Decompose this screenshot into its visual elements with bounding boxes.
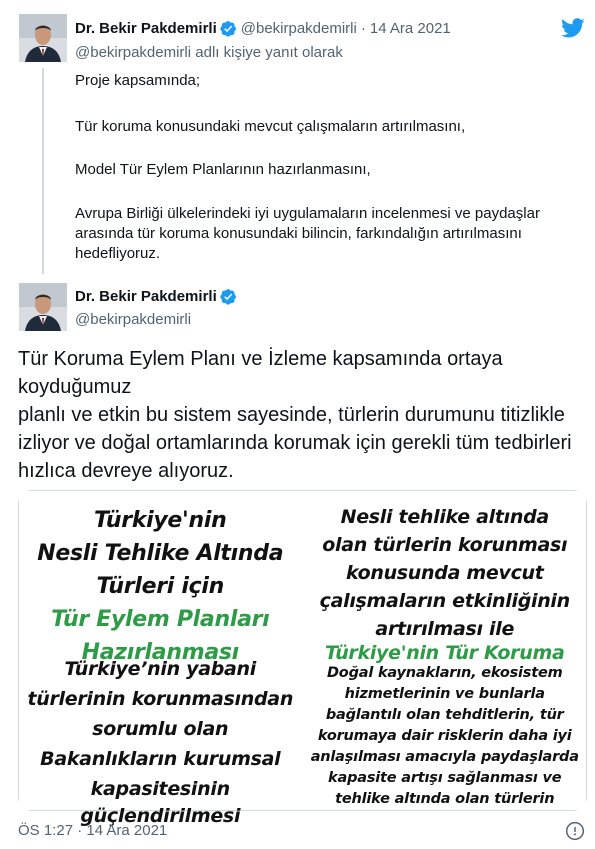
image-text: konusunda mevcut <box>345 562 544 584</box>
image-text: anlaşılması amacıyla paydaşlarda <box>310 749 579 765</box>
image-text: hizmetlerinin ve bunlarla <box>344 686 545 702</box>
separator-dot: · <box>360 20 366 37</box>
reply-tweet-text <box>75 117 575 137</box>
image-text: artırılması ile <box>375 618 515 640</box>
thread-connector-line <box>42 68 44 274</box>
main-tweet-line: Tür Koruma Eylem Planı ve İzleme kapsamında ortaya koyduğumuz <box>18 348 503 398</box>
author-handle[interactable]: @bekirpakdemirli <box>240 20 357 37</box>
image-text-clipped <box>304 641 587 664</box>
image-text-green: Türkiye'nin Tür Koruma <box>324 642 565 664</box>
image-text: Nesli Tehlike Altında <box>37 541 284 566</box>
main-tweet-line: planlı ve etkin bu sistem sayesinde, türlerin durumunu titizlikle izliyor ve doğal ortamlarında korumak için gerekli tüm tedbirleri hızlıca devreye alıyoruz. <box>18 404 572 482</box>
image-text: Doğal kaynakların, ekosistem <box>326 665 563 681</box>
media-image-left[interactable] <box>19 491 302 827</box>
reply-tweet-header <box>75 20 451 37</box>
image-text: Türleri için <box>96 574 224 599</box>
image-text: Türkiye’nin yabani <box>64 658 256 680</box>
image-text: Türkiye'nin <box>94 508 227 533</box>
reply-tweet-text <box>75 160 575 180</box>
verified-badge-icon <box>220 20 237 37</box>
image-text: korumaya dair risklerin daha iyi <box>317 728 572 744</box>
image-text: güçlendirilmesi <box>80 805 241 827</box>
image-text: çalışmaların etkinliğinin <box>319 590 570 612</box>
image-text: tehlike altında olan türlerin <box>335 791 555 807</box>
image-text: bağlantılı olan tehditlerin, tür <box>325 707 564 723</box>
share-icon[interactable] <box>565 821 585 841</box>
reply-paragraph: Tür koruma konusundaki mevcut çalışmaların artırılmasını, <box>75 118 466 135</box>
reply-context[interactable]: @bekirpakdemirli adlı kişiye yanıt olarak <box>75 44 343 61</box>
verified-badge-icon <box>220 288 237 305</box>
avatar[interactable] <box>19 14 67 62</box>
reply-tweet-text <box>75 71 575 91</box>
image-text-clipped <box>19 804 302 827</box>
image-text: Bakanlıkların kurumsal <box>40 748 281 770</box>
main-tweet-header <box>75 288 237 305</box>
image-text-clipped <box>19 637 302 665</box>
image-text: kapasitesinin <box>90 778 230 800</box>
main-tweet-text <box>18 345 578 485</box>
author-name[interactable]: Dr. Bekir Pakdemirli <box>75 20 217 37</box>
avatar-image <box>19 283 67 331</box>
reply-paragraph: Model Tür Eylem Planlarının hazırlanmasını, <box>75 161 371 178</box>
twitter-bird-icon[interactable] <box>561 16 585 40</box>
tweet-timestamp[interactable]: ÖS 1:27 · 14 Ara 2021 <box>18 822 168 839</box>
media-image-right[interactable] <box>302 491 587 810</box>
reply-paragraph: Proje kapsamında; <box>75 72 201 89</box>
image-text-clipped <box>304 789 587 807</box>
author-handle[interactable]: @bekirpakdemirli <box>75 311 192 328</box>
tweet-date[interactable]: 14 Ara 2021 <box>369 20 451 37</box>
image-text: türlerinin korunmasından <box>27 688 294 710</box>
image-text: olan türlerin korunması <box>322 534 568 556</box>
image-text: kapasite artışı sağlanması ve <box>328 770 562 786</box>
avatar-image <box>19 14 67 62</box>
image-text: Nesli tehlike altında <box>340 506 549 528</box>
reply-tweet-text <box>75 204 570 264</box>
image-text: sorumlu olan <box>92 718 229 740</box>
tweet-media[interactable] <box>18 490 587 827</box>
image-text-green: Tür Eylem Planları <box>51 607 270 632</box>
avatar[interactable] <box>19 283 67 331</box>
image-text-green: Hazırlanması <box>81 640 239 665</box>
author-name[interactable]: Dr. Bekir Pakdemirli <box>75 288 217 305</box>
reply-paragraph: Avrupa Birliği ülkelerindeki iyi uygulamaların incelenmesi ve paydaşlar arasında tür koruma konusundaki bilincin, farkındalığın artırılmasını hedefliyoruz. <box>75 205 540 262</box>
